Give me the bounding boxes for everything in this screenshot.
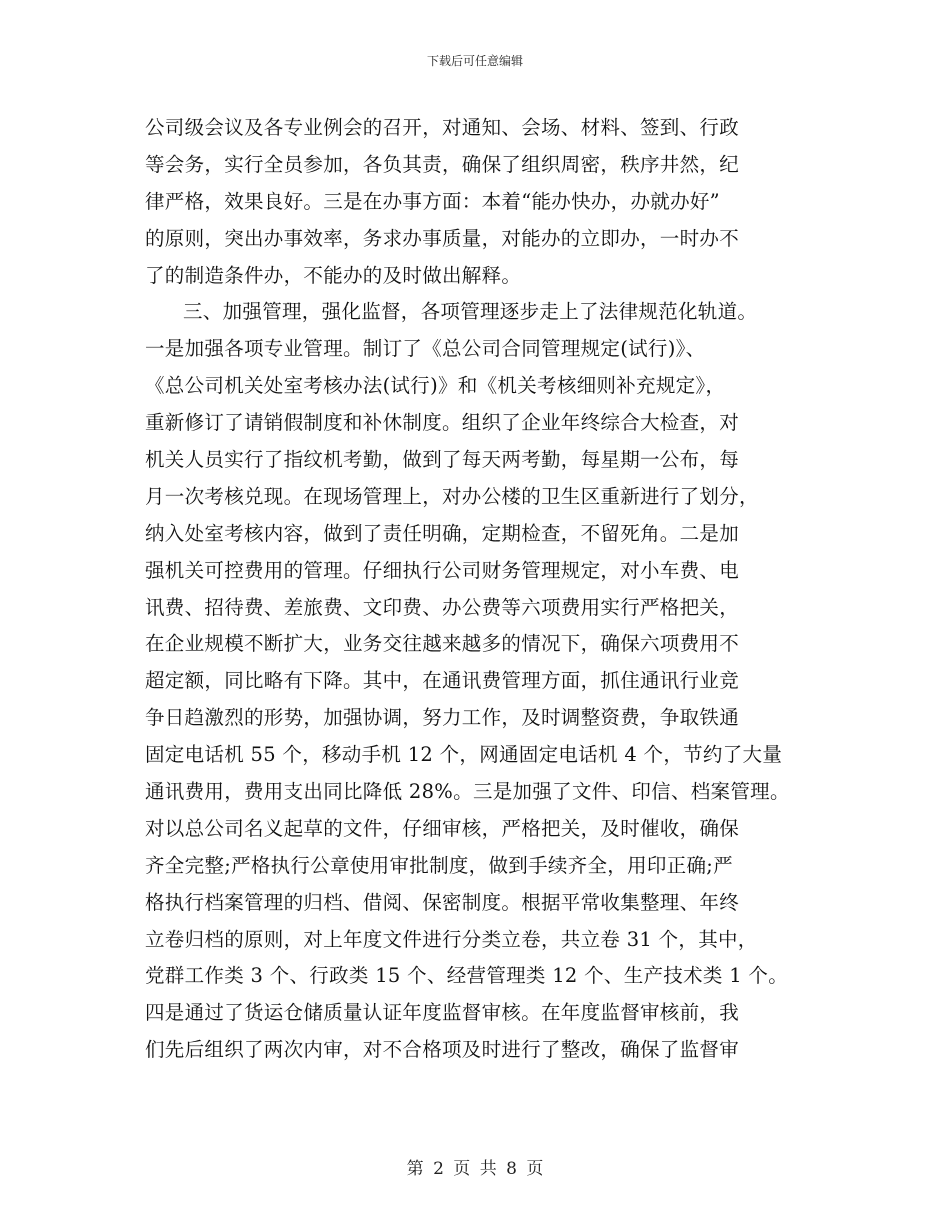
text-line: 超定额，同比略有下降。其中，在通讯费管理方面，抓住通讯行业竞: [145, 669, 740, 693]
text-line: 纳入处室考核内容，做到了责任明确，定期检查，不留死角。二是加: [145, 521, 740, 545]
text-line: 党群工作类 3 个、行政类 15 个、经营管理类 12 个、生产技术类 1 个。: [145, 964, 789, 988]
paragraph-start-line: 三、加强管理，强化监督，各项管理逐步走上了法律规范化轨道。: [183, 300, 758, 324]
text-line: 强机关可控费用的管理。仔细执行公司财务管理规定，对小车费、电: [145, 558, 740, 582]
page-header: 下载后可任意编辑: [426, 54, 523, 68]
text-line: 月一次考核兑现。在现场管理上，对办公楼的卫生区重新进行了划分，: [145, 484, 759, 508]
text-line: 一是加强各项专业管理。制订了《总公司合同管理规定(试行)》、: [145, 337, 706, 361]
text-line: 们先后组织了两次内审，对不合格项及时进行了整改，确保了监督审: [145, 1038, 740, 1062]
text-line: 讯费、招待费、差旅费、文印费、办公费等六项费用实行严格把关，: [145, 595, 740, 619]
text-line: 争日趋激烈的形势，加强协调，努力工作，及时调整资费，争取铁通: [145, 706, 740, 730]
text-line: 机关人员实行了指纹机考勤，做到了每天两考勤，每星期一公布，每: [145, 448, 740, 472]
text-line: 四是通过了货运仓储质量认证年度监督审核。在年度监督审核前，我: [145, 1001, 740, 1025]
text-line: 立卷归档的原则，对上年度文件进行分类立卷，共立卷 31 个，其中，: [145, 927, 758, 951]
text-line: 在企业规模不断扩大，业务交往越来越多的情况下，确保六项费用不: [145, 632, 740, 656]
text-line: 公司级会议及各专业例会的召开，对通知、会场、材料、签到、行政: [145, 116, 740, 139]
text-line: 的原则，突出办事效率，务求办事质量，对能办的立即办，一时办不: [145, 226, 740, 250]
text-line: 等会务，实行全员参加，各负其责，确保了组织周密，秩序井然，纪: [145, 152, 740, 176]
text-line: 重新修订了请销假制度和补休制度。组织了企业年终综合大检查，对: [145, 411, 740, 435]
text-line: 格执行档案管理的归档、借阅、保密制度。根据平常收集整理、年终: [145, 890, 740, 914]
text-line: 对以总公司名义起草的文件，仔细审核，严格把关，及时催收，确保: [145, 816, 740, 840]
text-line: 律严格，效果良好。三是在办事方面：本着“能办快办，办就办好”: [145, 189, 720, 213]
text-line: 《总公司机关处室考核办法(试行)》和《机关考核细则补充规定》，: [145, 374, 726, 398]
text-line: 齐全完整;严格执行公章使用审批制度，做到手续齐全，用印正确;严: [145, 853, 733, 877]
text-line: 了的制造条件办，不能办的及时做出解释。: [145, 263, 522, 287]
document-body: [145, 110, 835, 1069]
text-line: 通讯费用，费用支出同比降低 28%。三是加强了文件、印信、档案管理。: [145, 780, 790, 804]
text-line: 固定电话机 55 个，移动手机 12 个，网通固定电话机 4 个，节约了大量: [145, 743, 783, 767]
page-footer: 第 2 页 共 8 页: [406, 1159, 544, 1179]
